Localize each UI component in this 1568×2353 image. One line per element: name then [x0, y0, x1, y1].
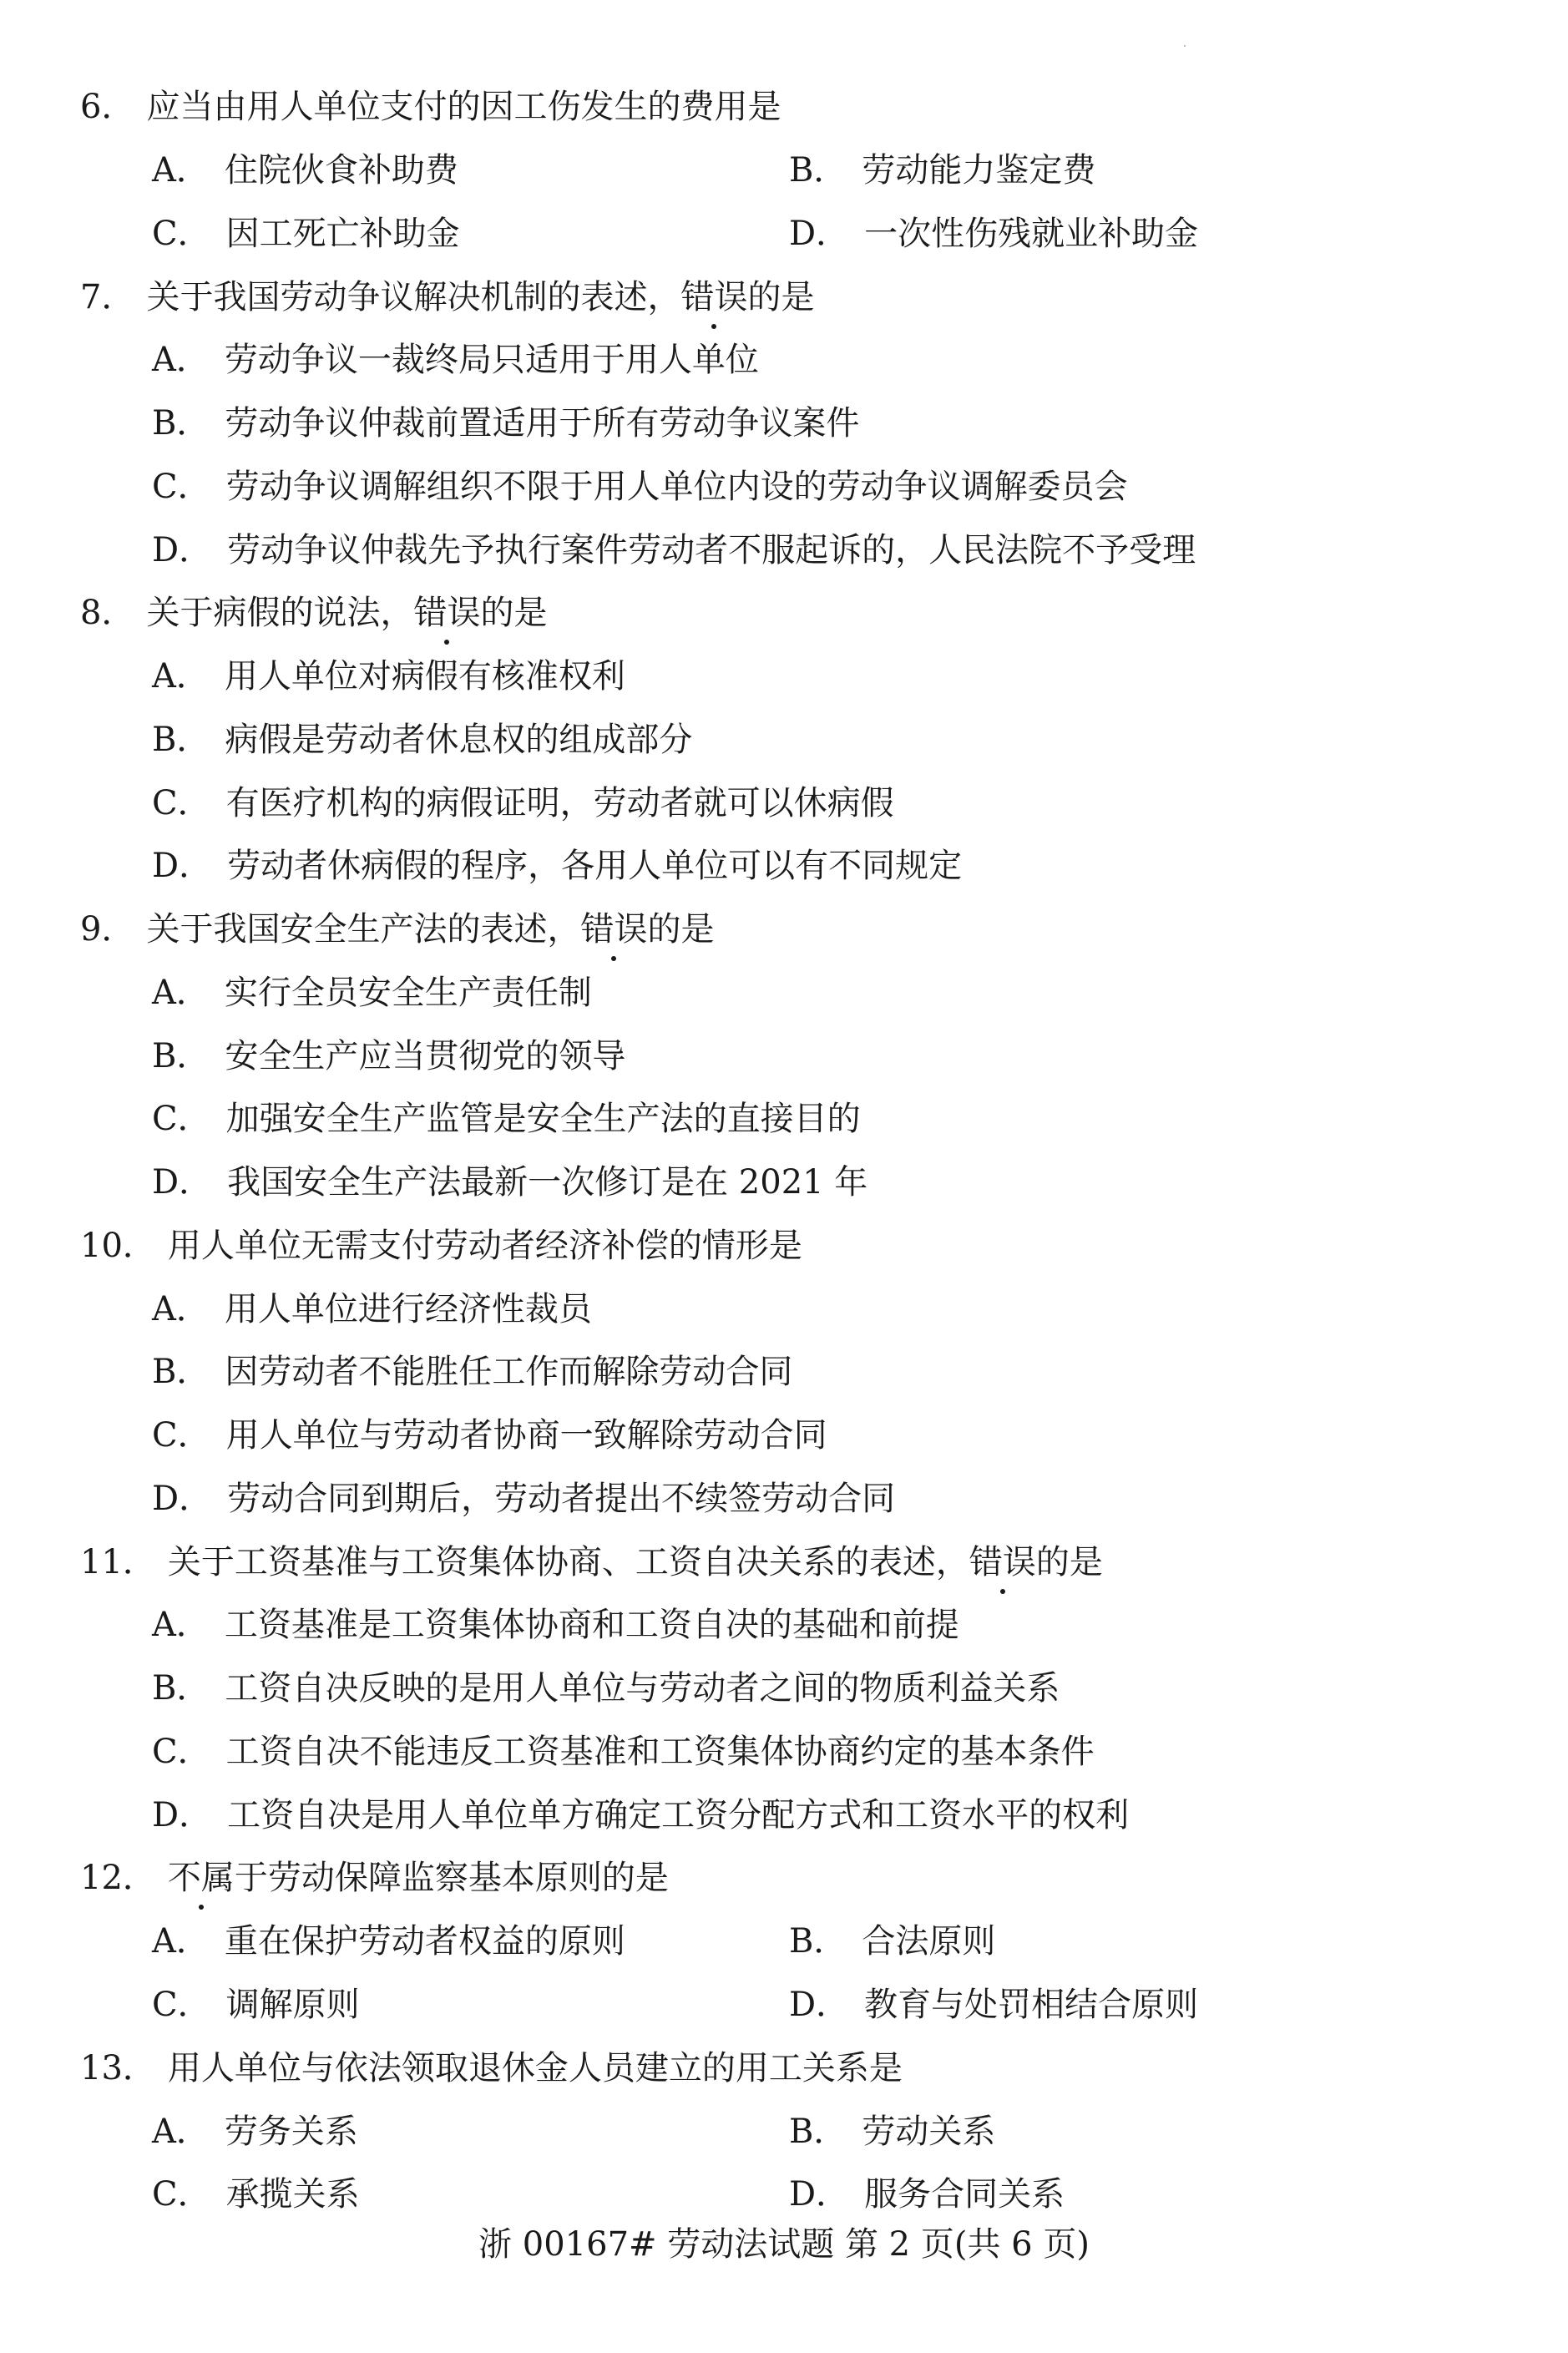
question-number: 13． — [80, 2049, 156, 2087]
option-13d — [789, 2171, 1065, 2218]
option-letter: D． — [152, 1796, 213, 1834]
option-7d — [152, 527, 1196, 574]
option-letter: D． — [789, 215, 850, 253]
option-letter: B． — [789, 2113, 847, 2151]
option-6c — [152, 210, 460, 257]
option-8b — [152, 716, 692, 763]
option-9d — [152, 1159, 867, 1206]
option-text: 我国安全生产法最新一次修订是在 2021 年 — [227, 1163, 868, 1202]
option-text: 实行全员安全生产责任制 — [224, 974, 592, 1012]
option-text: 劳务关系 — [224, 2113, 358, 2151]
question-12 — [80, 1855, 669, 1901]
option-text: 劳动合同到期后，劳动者提出不续签劳动合同 — [227, 1480, 896, 1518]
question-6 — [80, 83, 781, 130]
option-12b — [789, 1918, 995, 1965]
option-letter: D． — [789, 1986, 850, 2024]
page-footer: 浙 00167# 劳动法试题 第 2 页(共 6 页) — [478, 2225, 1090, 2264]
option-8d — [152, 843, 962, 889]
option-text: 服务合同关系 — [864, 2175, 1065, 2214]
option-11c — [152, 1728, 1095, 1775]
option-11d — [152, 1792, 1129, 1839]
option-letter: C． — [152, 1416, 211, 1455]
option-text: 劳动能力鉴定费 — [862, 151, 1096, 190]
option-letter: D． — [152, 531, 213, 569]
option-letter: A． — [152, 1290, 210, 1328]
option-text: 一次性伤残就业补助金 — [864, 215, 1199, 253]
option-letter: B． — [152, 1669, 210, 1708]
question-stem-end: 的是 — [647, 910, 715, 949]
question-stem-end: 的是 — [747, 278, 815, 316]
option-6d — [789, 210, 1198, 257]
option-12a — [152, 1918, 625, 1965]
option-13c — [152, 2171, 360, 2218]
option-13b — [789, 2108, 995, 2155]
option-10b — [152, 1349, 792, 1395]
option-11a — [152, 1602, 959, 1648]
option-letter: C． — [152, 784, 211, 822]
option-7b — [152, 400, 859, 447]
option-text: 安全生产应当贯彻党的领导 — [225, 1037, 626, 1075]
question-stem: 用人单位与依法领取退休金人员建立的用工关系是 — [167, 2049, 903, 2087]
option-7c — [152, 463, 1128, 510]
question-8 — [80, 590, 547, 636]
question-number: 10． — [80, 1227, 156, 1265]
option-letter: D． — [152, 1163, 213, 1202]
option-6b — [789, 147, 1095, 194]
option-9a — [152, 969, 592, 1016]
option-text: 住院伙食补助费 — [224, 151, 458, 190]
question-stem: 关于我国劳动争议解决机制的表述， — [146, 278, 681, 316]
option-letter: C． — [152, 468, 211, 506]
option-letter: C． — [152, 1733, 211, 1771]
option-letter: B． — [789, 1922, 847, 1961]
question-stem-end: 的是 — [480, 594, 548, 632]
option-letter: A． — [152, 151, 210, 190]
option-13a — [152, 2108, 358, 2155]
option-9c — [152, 1096, 861, 1142]
option-10c — [152, 1412, 827, 1459]
emphasis-text: 不属 — [168, 1855, 235, 1901]
option-letter: A． — [152, 1922, 210, 1961]
option-text: 用人单位对病假有核准权利 — [224, 657, 625, 696]
option-9b — [152, 1033, 625, 1080]
option-letter: B． — [789, 151, 847, 190]
option-text: 承揽关系 — [225, 2175, 360, 2214]
question-number: 6． — [80, 88, 135, 126]
option-text: 劳动争议仲裁前置适用于所有劳动争议案件 — [225, 404, 860, 443]
question-number: 9． — [80, 910, 135, 949]
option-text: 有医疗机构的病假证明，劳动者就可以休病假 — [225, 784, 894, 822]
emphasis-text: 错误 — [580, 906, 647, 953]
option-text: 合法原则 — [862, 1922, 996, 1961]
option-letter: A． — [152, 1606, 210, 1644]
option-7a — [152, 337, 759, 383]
option-letter: A． — [152, 974, 210, 1012]
option-8a — [152, 653, 625, 700]
option-text: 调解原则 — [225, 1986, 360, 2024]
option-10a — [152, 1286, 592, 1333]
option-letter: C． — [152, 215, 211, 253]
option-text: 用人单位与劳动者协商一致解除劳动合同 — [225, 1416, 827, 1455]
option-text: 工资自决反映的是用人单位与劳动者之间的物质利益关系 — [225, 1669, 1060, 1708]
question-11 — [80, 1539, 1103, 1586]
option-text: 因工死亡补助金 — [225, 215, 460, 253]
question-stem-end: 于劳动保障监察基本原则的是 — [234, 1859, 669, 1897]
question-stem-end: 的是 — [1035, 1543, 1103, 1581]
emphasis-text: 错误 — [413, 590, 480, 636]
option-letter: A． — [152, 657, 210, 696]
option-text: 工资自决是用人单位单方确定工资分配方式和工资水平的权利 — [227, 1796, 1130, 1834]
question-13 — [80, 2045, 903, 2092]
option-letter: B． — [152, 1353, 210, 1391]
question-10 — [80, 1222, 802, 1269]
option-letter: C． — [152, 2175, 211, 2214]
emphasis-text: 错误 — [680, 274, 747, 321]
option-12c — [152, 1981, 360, 2028]
option-text: 劳动争议仲裁先予执行案件劳动者不服起诉的，人民法院不予受理 — [227, 531, 1196, 569]
question-stem: 应当由用人单位支付的因工伤发生的费用是 — [146, 88, 781, 126]
option-letter: D． — [152, 1480, 213, 1518]
scan-speck — [1184, 45, 1186, 47]
option-letter: A． — [152, 341, 210, 379]
option-letter: D． — [152, 847, 213, 885]
question-9 — [80, 906, 714, 953]
option-11b — [152, 1665, 1060, 1712]
question-stem: 关于我国安全生产法的表述， — [146, 910, 581, 949]
option-text: 加强安全生产监管是安全生产法的直接目的 — [225, 1100, 861, 1138]
option-10d — [152, 1475, 895, 1522]
option-letter: A． — [152, 2113, 210, 2151]
question-stem: 关于病假的说法， — [146, 594, 414, 632]
option-text: 重在保护劳动者权益的原则 — [224, 1922, 625, 1961]
option-letter: B． — [152, 1037, 210, 1075]
question-number: 12． — [80, 1859, 156, 1897]
option-text: 劳动争议调解组织不限于用人单位内设的劳动争议调解委员会 — [225, 468, 1128, 506]
option-text: 病假是劳动者休息权的组成部分 — [225, 721, 693, 759]
question-stem: 关于工资基准与工资集体协商、工资自决关系的表述， — [167, 1543, 969, 1581]
option-letter: C． — [152, 1100, 211, 1138]
option-12d — [789, 1981, 1198, 2028]
question-7 — [80, 274, 814, 321]
option-text: 工资基准是工资集体协商和工资自决的基础和前提 — [224, 1606, 959, 1644]
option-letter: B． — [152, 721, 210, 759]
option-6a — [152, 147, 458, 194]
option-text: 工资自决不能违反工资基准和工资集体协商约定的基本条件 — [225, 1733, 1095, 1771]
option-text: 劳动关系 — [862, 2113, 996, 2151]
question-number: 7． — [80, 278, 135, 316]
option-text: 劳动者休病假的程序，各用人单位可以有不同规定 — [227, 847, 963, 885]
option-text: 因劳动者不能胜任工作而解除劳动合同 — [225, 1353, 793, 1391]
option-text: 劳动争议一裁终局只适用于用人单位 — [224, 341, 759, 379]
option-text: 用人单位进行经济性裁员 — [224, 1290, 592, 1328]
question-number: 8． — [80, 594, 135, 632]
emphasis-text: 错误 — [969, 1539, 1036, 1586]
option-letter: B． — [152, 404, 210, 443]
option-8c — [152, 780, 894, 827]
question-stem: 用人单位无需支付劳动者经济补偿的情形是 — [167, 1227, 802, 1265]
question-number: 11． — [80, 1543, 156, 1581]
option-letter: D． — [789, 2175, 850, 2214]
option-text: 教育与处罚相结合原则 — [864, 1986, 1199, 2024]
option-letter: C． — [152, 1986, 211, 2024]
